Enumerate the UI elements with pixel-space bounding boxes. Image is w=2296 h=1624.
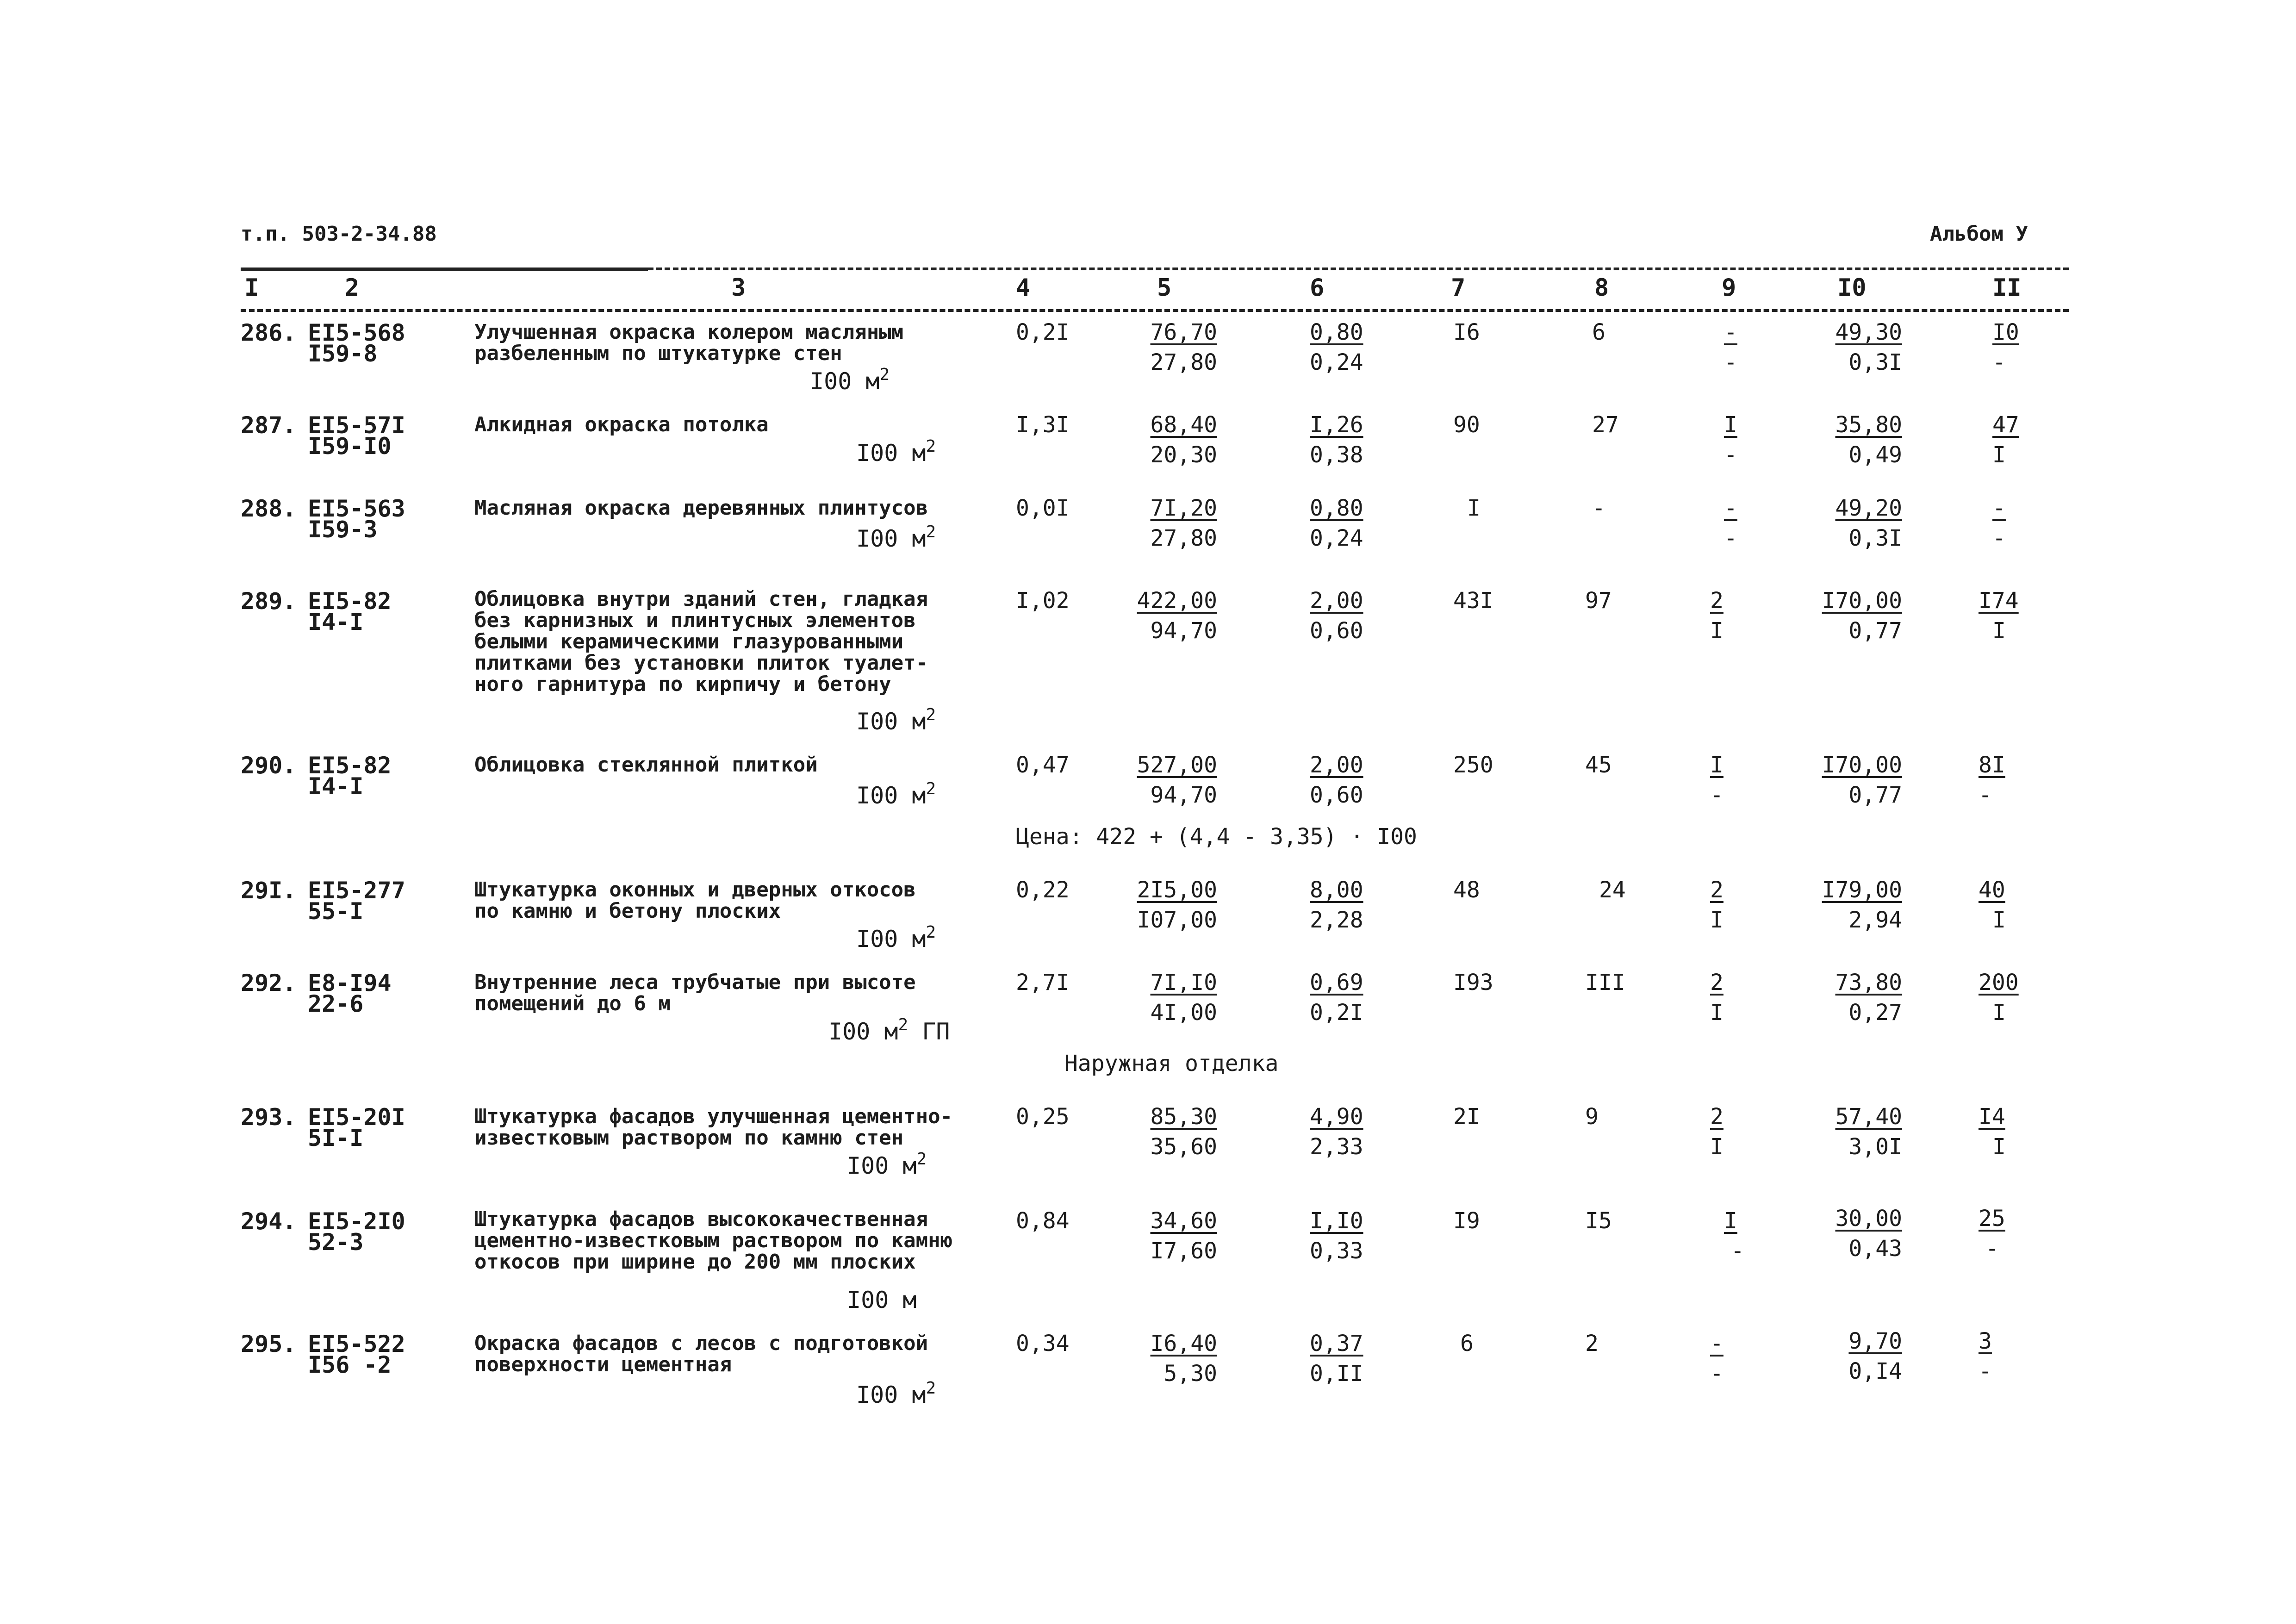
total-cost-value: 2I — [1453, 1104, 1480, 1130]
quantity-value: 2,7I — [1016, 970, 1070, 996]
norm-code: ЕI5-568 — [308, 319, 405, 346]
unit-measure: I00 $м^2$ — [856, 923, 936, 952]
machine-cost-value: I,26 — [1310, 412, 1363, 438]
labor-total-value: 47 — [1992, 412, 2019, 438]
machine-wage-value: 0,33 — [1310, 1238, 1363, 1264]
wage-value: I07,00 — [1137, 907, 1217, 933]
machine-wage-total-value: I — [1710, 907, 1724, 933]
wage-value: 27,80 — [1150, 525, 1217, 551]
norm-subcode: I59-8 — [308, 340, 378, 367]
column-header: 3 — [731, 274, 746, 302]
total-cost-value: I93 — [1453, 970, 1493, 996]
labor-total-value: I4 — [1979, 1104, 2005, 1130]
total-cost-value: 48 — [1453, 877, 1480, 903]
unit-measure: I00 $м^2$ — [810, 365, 890, 395]
machine-wage-total-value: I — [1710, 618, 1724, 644]
machine-wage-total-value: I — [1710, 1134, 1724, 1160]
unit-measure: I00 $м^2$ — [856, 437, 936, 467]
total-cost-value: 250 — [1453, 752, 1493, 778]
total-cost-value: 6 — [1460, 1331, 1474, 1356]
norm-code: ЕI5-20I — [308, 1104, 405, 1131]
labor-machinist-value: 2,94 — [1848, 907, 1902, 933]
unit-cost-value: 85,30 — [1150, 1104, 1217, 1130]
album-label: Альбом У — [1930, 222, 2028, 246]
row-number: 294. — [241, 1208, 297, 1235]
unit-measure: I00 $м^2$ ГП — [828, 1015, 950, 1045]
labor-machinist-value: 0,I4 — [1848, 1358, 1902, 1384]
machine-total-value: I — [1724, 1208, 1737, 1234]
labor-machinist-value: 0,49 — [1848, 442, 1902, 468]
labor-machinist-total-value: I — [1992, 1000, 2006, 1026]
labor-machinist-value: 0,3I — [1848, 525, 1902, 551]
column-header: 5 — [1157, 274, 1172, 302]
wage-value: 4I,00 — [1150, 1000, 1217, 1026]
norm-code: ЕI5-57I — [308, 412, 405, 439]
quantity-value: 0,25 — [1016, 1104, 1070, 1130]
unit-cost-value: 68,40 — [1150, 412, 1217, 438]
machine-wage-value: 0,II — [1310, 1361, 1363, 1387]
norm-code: Е8-I94 — [308, 970, 392, 996]
total-wage-value: 6 — [1592, 319, 1605, 345]
row-number: 287. — [241, 412, 297, 439]
labor-machinist-value: 0,77 — [1848, 782, 1902, 808]
work-description: Алкидная окраска потолка — [474, 413, 769, 436]
column-header: 8 — [1594, 274, 1609, 302]
wage-value: 20,30 — [1150, 442, 1217, 468]
wage-value: 94,70 — [1150, 618, 1217, 644]
work-description: Окраска фасадов с лесов с подготовкой поверхности цементная — [474, 1332, 928, 1376]
norm-subcode: I59-3 — [308, 516, 378, 543]
header-rule-solid — [241, 268, 648, 271]
total-wage-value: I5 — [1585, 1208, 1612, 1234]
labor-total-value: 200 — [1979, 970, 2019, 996]
column-header: 6 — [1310, 274, 1325, 302]
machine-total-value: - — [1724, 319, 1737, 345]
labor-value: 49,20 — [1835, 495, 1902, 521]
work-description: Облицовка стеклянной плиткой — [474, 753, 818, 777]
labor-machinist-value: 0,77 — [1848, 618, 1902, 644]
norm-code: ЕI5-82 — [308, 752, 392, 779]
column-header: I — [244, 274, 259, 302]
labor-value: 49,30 — [1835, 319, 1902, 345]
total-wage-value: 27 — [1592, 412, 1619, 438]
machine-wage-value: 0,24 — [1310, 525, 1363, 551]
machine-cost-value: 4,90 — [1310, 1104, 1363, 1130]
unit-cost-value: 527,00 — [1137, 752, 1217, 778]
unit-measure: I00 $м^2$ — [856, 523, 936, 552]
machine-wage-value: 2,33 — [1310, 1134, 1363, 1160]
norm-code: ЕI5-2I0 — [308, 1208, 405, 1235]
work-description: Улучшенная окраска колером масляным разбеленным по штукатурке стен — [474, 320, 904, 365]
column-header: 2 — [345, 274, 360, 302]
unit-cost-value: I6,40 — [1150, 1331, 1217, 1356]
machine-cost-value: 0,37 — [1310, 1331, 1363, 1356]
unit-cost-value: 7I,I0 — [1150, 970, 1217, 996]
machine-total-value: I — [1724, 412, 1737, 438]
machine-total-value: - — [1710, 1331, 1724, 1356]
machine-total-value: 2 — [1710, 588, 1724, 614]
labor-total-value: 40 — [1979, 877, 2005, 903]
norm-subcode: 52-3 — [308, 1229, 364, 1256]
machine-wage-value: 0,24 — [1310, 349, 1363, 375]
wage-value: I7,60 — [1150, 1238, 1217, 1264]
machine-wage-value: 0,38 — [1310, 442, 1363, 468]
norm-subcode: I4-I — [308, 609, 364, 635]
unit-measure: I00 $м^2$ — [847, 1150, 927, 1179]
labor-machinist-total-value: I — [1992, 1134, 2006, 1160]
labor-machinist-total-value: - — [1985, 1236, 1999, 1262]
labor-value: 73,80 — [1835, 970, 1902, 996]
quantity-value: 0,22 — [1016, 877, 1070, 903]
labor-value: 57,40 — [1835, 1104, 1902, 1130]
labor-machinist-total-value: I — [1992, 618, 2006, 644]
norm-code: ЕI5-563 — [308, 495, 405, 522]
work-description: Штукатурка фасадов улучшенная цементно- известковым раствором по камню стен — [474, 1105, 953, 1150]
column-header: 4 — [1016, 274, 1031, 302]
machine-wage-total-value: - — [1710, 1361, 1724, 1387]
labor-machinist-total-value: I — [1992, 907, 2006, 933]
machine-wage-value: 0,60 — [1310, 782, 1363, 808]
total-wage-value: 97 — [1585, 588, 1612, 614]
labor-machinist-value: 0,43 — [1848, 1236, 1902, 1262]
labor-total-value: - — [1992, 495, 2006, 521]
labor-machinist-total-value: - — [1979, 782, 1992, 808]
labor-total-value: I74 — [1979, 588, 2019, 614]
labor-value: 9,70 — [1848, 1328, 1902, 1354]
machine-wage-value: 0,60 — [1310, 618, 1363, 644]
labor-total-value: 25 — [1979, 1206, 2005, 1232]
labor-value: 35,80 — [1835, 412, 1902, 438]
labor-machinist-value: 0,3I — [1848, 349, 1902, 375]
unit-measure: I00 м — [847, 1287, 917, 1313]
quantity-value: I,3I — [1016, 412, 1070, 438]
work-description: Штукатурка фасадов высококачественная цементно-известковым раствором по камню откосов при ширине до 200 мм плоских — [474, 1207, 953, 1274]
machine-wage-total-value: - — [1731, 1238, 1744, 1264]
unit-measure: I00 $м^2$ — [856, 779, 936, 809]
norm-code: ЕI5-277 — [308, 877, 405, 904]
machine-wage-total-value: - — [1724, 442, 1737, 468]
machine-cost-value: 0,80 — [1310, 319, 1363, 345]
column-header: 7 — [1451, 274, 1466, 302]
work-description: Масляная окраска деревянных плинтусов — [474, 496, 928, 520]
unit-measure: I00 $м^2$ — [856, 705, 936, 735]
total-wage-value: - — [1592, 495, 1605, 521]
row-number: 290. — [241, 752, 297, 779]
row-number: 288. — [241, 495, 297, 522]
total-cost-value: I6 — [1453, 319, 1480, 345]
wage-value: 35,60 — [1150, 1134, 1217, 1160]
labor-machinist-total-value: - — [1979, 1358, 1992, 1384]
price-formula: Цена: 422 + (4,4 - 3,35) · I00 — [1016, 824, 1417, 850]
quantity-value: 0,34 — [1016, 1331, 1070, 1356]
row-number: 295. — [241, 1331, 297, 1357]
work-description: Штукатурка оконных и дверных откосов по камню и бетону плоских — [474, 878, 916, 923]
quantity-value: 0,0I — [1016, 495, 1070, 521]
labor-value: I79,00 — [1822, 877, 1902, 903]
document-code: т.п. 503-2-34.88 — [241, 222, 437, 246]
machine-cost-value: 2,00 — [1310, 752, 1363, 778]
labor-machinist-value: 3,0I — [1848, 1134, 1902, 1160]
labor-value: I70,00 — [1822, 588, 1902, 614]
machine-wage-value: 2,28 — [1310, 907, 1363, 933]
machine-cost-value: 0,69 — [1310, 970, 1363, 996]
norm-subcode: 55-I — [308, 898, 364, 925]
norm-code: ЕI5-522 — [308, 1331, 405, 1357]
quantity-value: 0,2I — [1016, 319, 1070, 345]
unit-cost-value: 2I5,00 — [1137, 877, 1217, 903]
total-cost-value: I — [1467, 495, 1481, 521]
machine-cost-value: 0,80 — [1310, 495, 1363, 521]
quantity-value: 0,84 — [1016, 1208, 1070, 1234]
labor-total-value: I0 — [1992, 319, 2019, 345]
work-description: Внутренние леса трубчатые при высоте помещений до 6 м — [474, 971, 916, 1015]
norm-subcode: I56 -2 — [308, 1351, 392, 1378]
labor-total-value: 3 — [1979, 1328, 1992, 1354]
total-wage-value: III — [1585, 970, 1625, 996]
machine-cost-value: I,I0 — [1310, 1208, 1363, 1234]
total-cost-value: 90 — [1453, 412, 1480, 438]
section-title: Наружная отделка — [1064, 1051, 1279, 1076]
row-number: 293. — [241, 1104, 297, 1131]
machine-wage-total-value: - — [1724, 525, 1737, 551]
total-wage-value: 9 — [1585, 1104, 1599, 1130]
machine-total-value: - — [1724, 495, 1737, 521]
labor-value: 30,00 — [1835, 1206, 1902, 1232]
machine-wage-value: 0,2I — [1310, 1000, 1363, 1026]
unit-measure: I00 $м^2$ — [856, 1379, 936, 1408]
unit-cost-value: 34,60 — [1150, 1208, 1217, 1234]
wage-value: 27,80 — [1150, 349, 1217, 375]
labor-machinist-total-value: - — [1992, 525, 2006, 551]
labor-value: I70,00 — [1822, 752, 1902, 778]
row-number: 289. — [241, 588, 297, 615]
machine-total-value: 2 — [1710, 877, 1724, 903]
norm-subcode: I4-I — [308, 773, 364, 800]
machine-cost-value: 8,00 — [1310, 877, 1363, 903]
machine-total-value: I — [1710, 752, 1724, 778]
machine-wage-total-value: I — [1710, 1000, 1724, 1026]
header-rule-top — [648, 268, 2069, 270]
norm-subcode: I59-I0 — [308, 433, 392, 460]
row-number: 286. — [241, 319, 297, 346]
header-rule-bottom — [241, 309, 2069, 312]
total-wage-value: 24 — [1599, 877, 1626, 903]
total-cost-value: I9 — [1453, 1208, 1480, 1234]
quantity-value: I,02 — [1016, 588, 1070, 614]
labor-machinist-total-value: I — [1992, 442, 2006, 468]
work-description: Облицовка внутри зданий стен, гладкая без карнизных и плинтусных элементов белыми керамическими глазурованными плитками без установки плиток туалет- ного гарнитура по кирпичу и бетону — [474, 587, 928, 696]
total-wage-value: 45 — [1585, 752, 1612, 778]
labor-total-value: 8I — [1979, 752, 2005, 778]
unit-cost-value: 7I,20 — [1150, 495, 1217, 521]
quantity-value: 0,47 — [1016, 752, 1070, 778]
machine-wage-total-value: - — [1710, 782, 1724, 808]
wage-value: 94,70 — [1150, 782, 1217, 808]
unit-cost-value: 76,70 — [1150, 319, 1217, 345]
machine-total-value: 2 — [1710, 1104, 1724, 1130]
total-wage-value: 2 — [1585, 1331, 1599, 1356]
column-header: I0 — [1837, 274, 1867, 302]
total-cost-value: 43I — [1453, 588, 1493, 614]
column-header: 9 — [1722, 274, 1736, 302]
row-number: 29I. — [241, 877, 297, 904]
labor-machinist-total-value: - — [1992, 349, 2006, 375]
wage-value: 5,30 — [1164, 1361, 1217, 1387]
norm-subcode: 22-6 — [308, 990, 364, 1017]
machine-total-value: 2 — [1710, 970, 1724, 996]
norm-subcode: 5I-I — [308, 1125, 364, 1151]
labor-machinist-value: 0,27 — [1848, 1000, 1902, 1026]
row-number: 292. — [241, 970, 297, 996]
machine-wage-total-value: - — [1724, 349, 1737, 375]
column-header: II — [1992, 274, 2022, 302]
machine-cost-value: 2,00 — [1310, 588, 1363, 614]
unit-cost-value: 422,00 — [1137, 588, 1217, 614]
norm-code: ЕI5-82 — [308, 588, 392, 615]
